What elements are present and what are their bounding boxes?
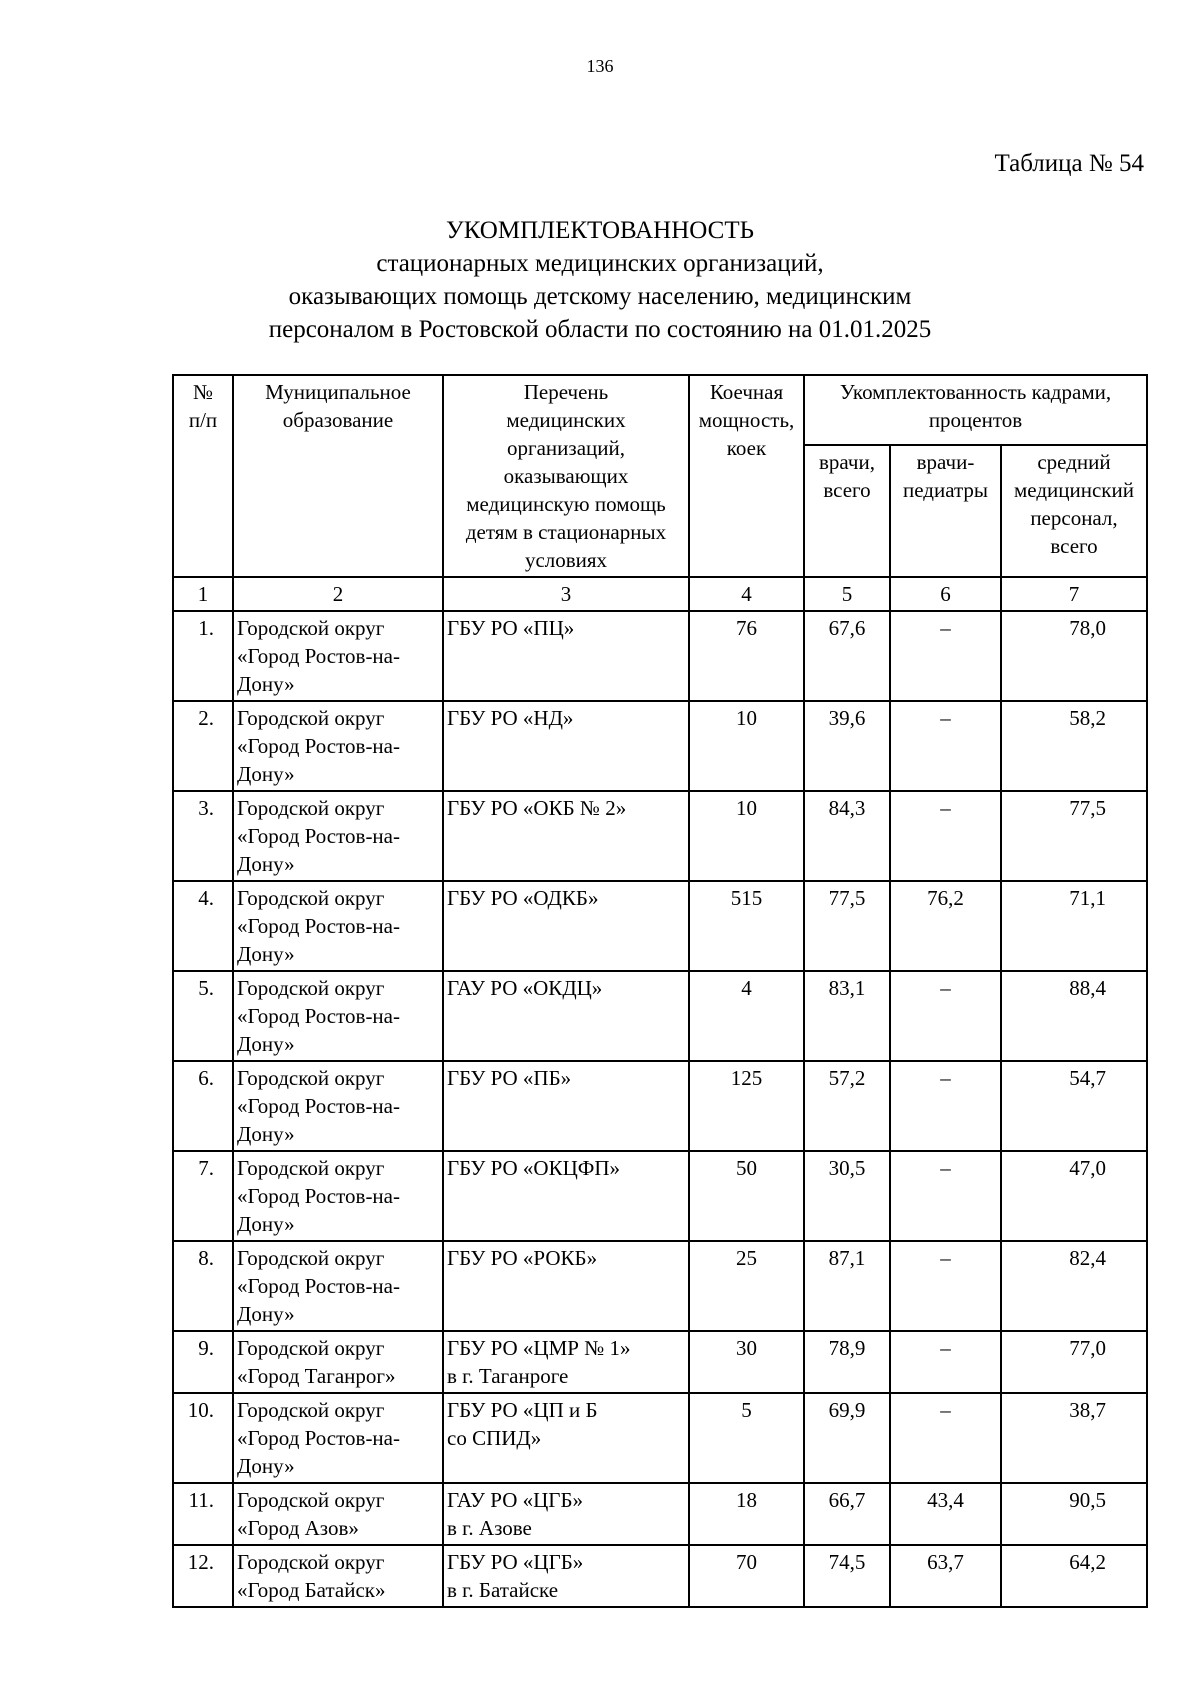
mid-staff-cell: 77,5 bbox=[1001, 791, 1147, 881]
municipality-cell: Городской округ «Город Ростов-на- Дону» bbox=[233, 611, 443, 701]
pediatricians-cell: – bbox=[890, 701, 1001, 791]
beds-cell: 76 bbox=[689, 611, 804, 701]
column-number: 6 bbox=[890, 577, 1001, 611]
doctors-total-cell: 39,6 bbox=[804, 701, 890, 791]
mid-staff-cell: 58,2 bbox=[1001, 701, 1147, 791]
row-number: 6. bbox=[173, 1061, 233, 1151]
mid-staff-cell: 47,0 bbox=[1001, 1151, 1147, 1241]
doctors-total-cell: 30,5 bbox=[804, 1151, 890, 1241]
table-row bbox=[173, 791, 1147, 881]
beds-cell: 125 bbox=[689, 1061, 804, 1151]
row-number: 1. bbox=[173, 611, 233, 701]
table-row bbox=[173, 881, 1147, 971]
municipality-cell: Городской округ «Город Азов» bbox=[233, 1483, 443, 1545]
beds-cell: 25 bbox=[689, 1241, 804, 1331]
header-beds: Коечная мощность, коек bbox=[689, 375, 804, 577]
pediatricians-cell: 76,2 bbox=[890, 881, 1001, 971]
organization-cell: ГБУ РО «ОДКБ» bbox=[443, 881, 689, 971]
pediatricians-cell: 43,4 bbox=[890, 1483, 1001, 1545]
table-row bbox=[173, 701, 1147, 791]
organization-cell: ГБУ РО «ОКБ № 2» bbox=[443, 791, 689, 881]
organization-cell: ГБУ РО «ЦП и Б со СПИД» bbox=[443, 1393, 689, 1483]
doctors-total-cell: 57,2 bbox=[804, 1061, 890, 1151]
organization-cell: ГАУ РО «ОКДЦ» bbox=[443, 971, 689, 1061]
table-row bbox=[173, 1061, 1147, 1151]
municipality-cell: Городской округ «Город Ростов-на- Дону» bbox=[233, 1241, 443, 1331]
doctors-total-cell: 78,9 bbox=[804, 1331, 890, 1393]
organization-cell: ГБУ РО «ПБ» bbox=[443, 1061, 689, 1151]
doctors-total-cell: 84,3 bbox=[804, 791, 890, 881]
column-number: 4 bbox=[689, 577, 804, 611]
municipality-cell: Городской округ «Город Батайск» bbox=[233, 1545, 443, 1607]
mid-staff-cell: 38,7 bbox=[1001, 1393, 1147, 1483]
doctors-total-cell: 67,6 bbox=[804, 611, 890, 701]
pediatricians-cell: – bbox=[890, 791, 1001, 881]
column-number: 3 bbox=[443, 577, 689, 611]
pediatricians-cell: 63,7 bbox=[890, 1545, 1001, 1607]
row-number: 2. bbox=[173, 701, 233, 791]
organization-cell: ГБУ РО «НД» bbox=[443, 701, 689, 791]
doctors-total-cell: 69,9 bbox=[804, 1393, 890, 1483]
municipality-cell: Городской округ «Город Ростов-на- Дону» bbox=[233, 701, 443, 791]
doctors-total-cell: 74,5 bbox=[804, 1545, 890, 1607]
table-row bbox=[173, 971, 1147, 1061]
pediatricians-cell: – bbox=[890, 1331, 1001, 1393]
column-number: 2 bbox=[233, 577, 443, 611]
row-number: 12. bbox=[173, 1545, 233, 1607]
municipality-cell: Городской округ «Город Ростов-на- Дону» bbox=[233, 791, 443, 881]
page-number: 136 bbox=[586, 56, 614, 76]
mid-staff-cell: 71,1 bbox=[1001, 881, 1147, 971]
header-municipality: Муниципальное образование bbox=[233, 375, 443, 577]
municipality-cell: Городской округ «Город Ростов-на- Дону» bbox=[233, 881, 443, 971]
table-row bbox=[173, 1545, 1147, 1607]
municipality-cell: Городской округ «Город Таганрог» bbox=[233, 1331, 443, 1393]
beds-cell: 30 bbox=[689, 1331, 804, 1393]
row-number: 7. bbox=[173, 1151, 233, 1241]
municipality-cell: Городской округ «Город Ростов-на- Дону» bbox=[233, 1393, 443, 1483]
municipality-cell: Городской округ «Город Ростов-на- Дону» bbox=[233, 1061, 443, 1151]
header-organizations: Перечень медицинских организаций, оказывающих медицинскую помощь детям в стационарных условиях bbox=[443, 375, 689, 577]
mid-staff-cell: 64,2 bbox=[1001, 1545, 1147, 1607]
beds-cell: 18 bbox=[689, 1483, 804, 1545]
pediatricians-cell: – bbox=[890, 1061, 1001, 1151]
organization-cell: ГБУ РО «ЦГБ» в г. Батайске bbox=[443, 1545, 689, 1607]
mid-staff-cell: 78,0 bbox=[1001, 611, 1147, 701]
pediatricians-cell: – bbox=[890, 971, 1001, 1061]
mid-staff-cell: 90,5 bbox=[1001, 1483, 1147, 1545]
doctors-total-cell: 66,7 bbox=[804, 1483, 890, 1545]
pediatricians-cell: – bbox=[890, 1151, 1001, 1241]
row-number: 8. bbox=[173, 1241, 233, 1331]
beds-cell: 70 bbox=[689, 1545, 804, 1607]
row-number: 5. bbox=[173, 971, 233, 1061]
beds-cell: 10 bbox=[689, 791, 804, 881]
staffing-table bbox=[172, 374, 1148, 1608]
mid-staff-cell: 54,7 bbox=[1001, 1061, 1147, 1151]
header-no: № п/п bbox=[173, 375, 233, 577]
column-number: 7 bbox=[1001, 577, 1147, 611]
pediatricians-cell: – bbox=[890, 611, 1001, 701]
row-number: 10. bbox=[173, 1393, 233, 1483]
header-doctors-total: врачи, всего bbox=[804, 445, 890, 577]
column-number: 1 bbox=[173, 577, 233, 611]
header-mid-staff: средний медицинский персонал, всего bbox=[1001, 445, 1147, 577]
beds-cell: 515 bbox=[689, 881, 804, 971]
row-number: 11. bbox=[173, 1483, 233, 1545]
beds-cell: 4 bbox=[689, 971, 804, 1061]
beds-cell: 50 bbox=[689, 1151, 804, 1241]
title-line-2: стационарных медицинских организаций, bbox=[376, 250, 824, 277]
municipality-cell: Городской округ «Город Ростов-на- Дону» bbox=[233, 1151, 443, 1241]
pediatricians-cell: – bbox=[890, 1393, 1001, 1483]
title-line-4: персоналом в Ростовской области по состоянию на 01.01.2025 bbox=[268, 316, 932, 343]
row-number: 3. bbox=[173, 791, 233, 881]
doctors-total-cell: 87,1 bbox=[804, 1241, 890, 1331]
title-line-3: оказывающих помощь детскому населению, медицинским bbox=[288, 283, 912, 310]
row-number: 9. bbox=[173, 1331, 233, 1393]
table-row bbox=[173, 611, 1147, 701]
header-staffing: Укомплектованность кадрами, процентов bbox=[804, 375, 1147, 445]
row-number: 4. bbox=[173, 881, 233, 971]
beds-cell: 10 bbox=[689, 701, 804, 791]
header-pediatricians: врачи- педиатры bbox=[890, 445, 1001, 577]
organization-cell: ГБУ РО «РОКБ» bbox=[443, 1241, 689, 1331]
table-label: Таблица № 54 bbox=[994, 150, 1144, 177]
table-row bbox=[173, 1483, 1147, 1545]
table-row bbox=[173, 1393, 1147, 1483]
document-title bbox=[0, 214, 1200, 346]
table-body bbox=[173, 577, 1147, 1607]
column-number: 5 bbox=[804, 577, 890, 611]
organization-cell: ГБУ РО «ЦМР № 1» в г. Таганроге bbox=[443, 1331, 689, 1393]
table-row bbox=[173, 1151, 1147, 1241]
table-row bbox=[173, 1241, 1147, 1331]
organization-cell: ГБУ РО «ПЦ» bbox=[443, 611, 689, 701]
column-number-row bbox=[173, 577, 1147, 611]
doctors-total-cell: 83,1 bbox=[804, 971, 890, 1061]
mid-staff-cell: 88,4 bbox=[1001, 971, 1147, 1061]
mid-staff-cell: 82,4 bbox=[1001, 1241, 1147, 1331]
doctors-total-cell: 77,5 bbox=[804, 881, 890, 971]
mid-staff-cell: 77,0 bbox=[1001, 1331, 1147, 1393]
header-row-1 bbox=[173, 375, 1147, 445]
title-line-1: УКОМПЛЕКТОВАННОСТЬ bbox=[446, 217, 754, 244]
organization-cell: ГАУ РО «ЦГБ» в г. Азове bbox=[443, 1483, 689, 1545]
pediatricians-cell: – bbox=[890, 1241, 1001, 1331]
table-row bbox=[173, 1331, 1147, 1393]
beds-cell: 5 bbox=[689, 1393, 804, 1483]
organization-cell: ГБУ РО «ОКЦФП» bbox=[443, 1151, 689, 1241]
municipality-cell: Городской округ «Город Ростов-на- Дону» bbox=[233, 971, 443, 1061]
